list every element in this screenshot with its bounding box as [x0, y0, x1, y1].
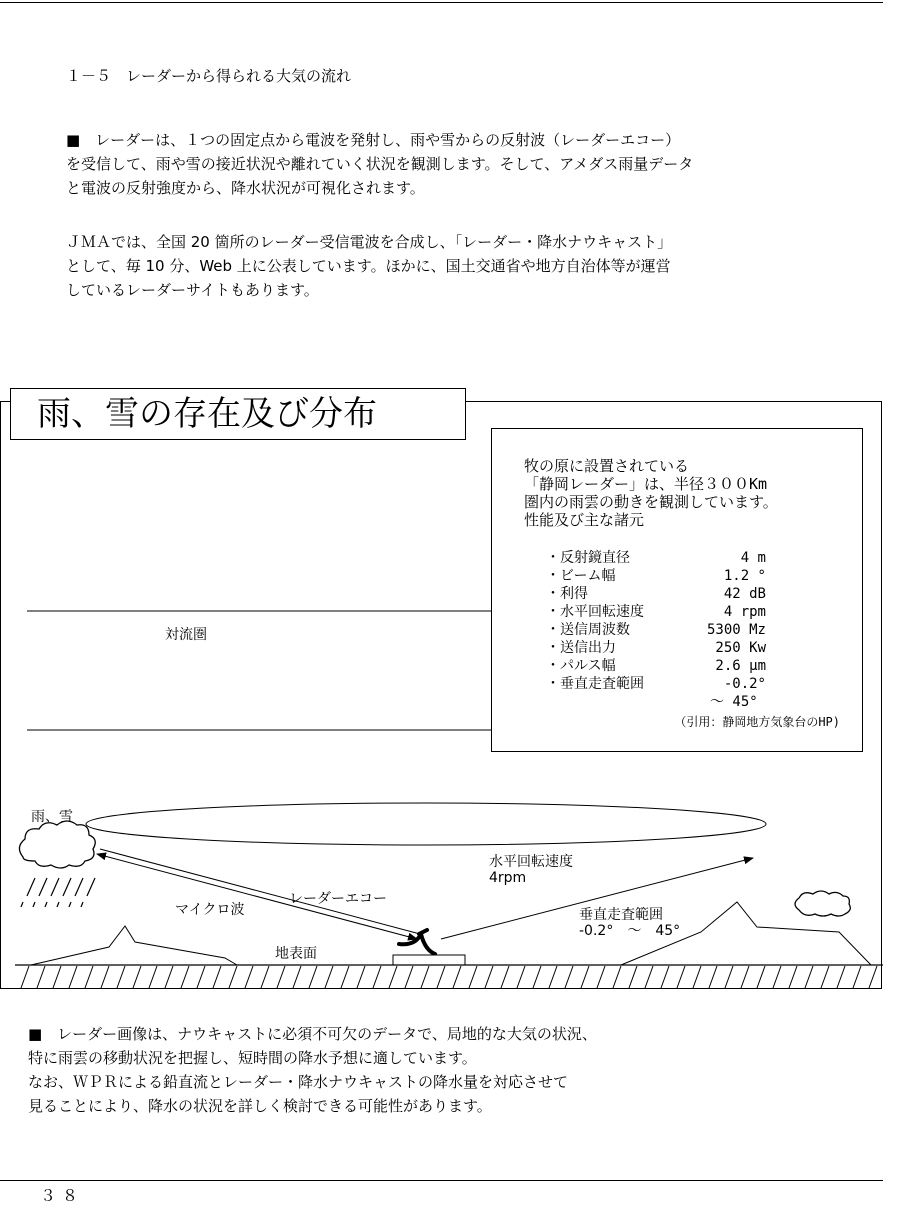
ground-hatching: [21, 966, 877, 988]
microwave-label: マイクロ波: [175, 902, 245, 918]
paragraph-line: 特に雨雲の移動状況を把握し、短時間の降水予想に適しています。: [28, 1049, 477, 1067]
rain-streaks: [21, 878, 95, 907]
jma-paragraph: [66, 230, 672, 302]
radar-spec-box: [491, 428, 863, 752]
spec-value: 4 m: [740, 550, 766, 566]
rain-snow-label: 雨、雪: [31, 809, 73, 825]
vertical-range-value: -0.2° ～ 45°: [579, 923, 681, 939]
radar-base: [393, 955, 465, 965]
spec-row: [546, 657, 766, 675]
closing-paragraph: [28, 1022, 597, 1118]
spec-label: ・送信周波数: [546, 622, 630, 638]
paragraph-line: ■ レーダーは、１つの固定点から電波を発射し、雨や雪からの反射波（レーダーエコー）: [66, 131, 681, 149]
spec-label: ・垂直走査範囲: [546, 676, 644, 692]
vertical-range-label: 垂直走査範囲: [579, 907, 663, 923]
rain-cloud-icon: [19, 821, 95, 868]
spec-value: 1.2 °: [723, 568, 766, 584]
small-cloud-icon: [795, 891, 850, 916]
spec-intro-line: 「静岡レーダー」は、半径３００Km: [524, 475, 768, 493]
radar-echo-label: レーダーエコー: [289, 891, 387, 907]
left-mountain: [31, 926, 237, 965]
horizontal-speed-label: 水平回転速度: [489, 854, 573, 870]
spec-value: -0.2°: [723, 676, 766, 692]
spec-label: ・パルス幅: [546, 658, 616, 674]
top-rule: [0, 2, 883, 3]
figure-title: 雨、雪の存在及び分布: [10, 388, 466, 440]
page-number: ３８: [40, 1186, 85, 1205]
horizontal-speed-value: 4rpm: [489, 870, 527, 886]
paragraph-line: と電波の反射強度から、降水状況が可視化されます。: [66, 179, 425, 197]
spec-row: [546, 603, 766, 621]
spec-label: ・水平回転速度: [546, 604, 644, 620]
spec-row: [546, 639, 766, 657]
intro-paragraph: [66, 128, 693, 200]
paragraph-line: として、毎 10 分、Web 上に公表しています。ほかに、国土交通省や地方自治体等が運営: [66, 257, 671, 275]
spec-value: 2.6 μm: [715, 658, 766, 674]
spec-value: 250 Kw: [715, 640, 766, 656]
spec-label: ・送信出力: [546, 640, 616, 656]
paragraph-line: ■ レーダー画像は、ナウキャストに必須不可欠のデータで、局地的な大気の状況、: [28, 1025, 597, 1043]
spec-intro-line: 圏内の雨雲の動きを観測しています。: [524, 493, 778, 511]
spec-row: [546, 585, 766, 603]
ground-surface-label: 地表面: [275, 946, 317, 962]
paragraph-line: しているレーダーサイトもあります。: [66, 281, 319, 299]
spec-row: [546, 567, 766, 585]
spec-label: ・反射鏡直径: [546, 550, 630, 566]
spec-row: [546, 621, 766, 639]
spec-intro: [524, 457, 778, 529]
spec-label: ・ビーム幅: [546, 568, 616, 584]
section-heading: １－５ レーダーから得られる大気の流れ: [66, 67, 352, 85]
scan-ellipse: [86, 803, 766, 845]
spec-row: [546, 549, 766, 567]
spec-value: 5300 Mz: [706, 622, 766, 638]
spec-label: ・利得: [546, 586, 588, 602]
spec-citation: （引用：静岡地方気象台のHP): [674, 715, 840, 729]
spec-value: 42 dB: [723, 586, 766, 602]
footer-rule: [0, 1180, 883, 1181]
troposphere-label: 対流圏: [165, 627, 207, 643]
spec-value: 4 rpm: [723, 604, 766, 620]
spec-intro-line: 性能及び主な諸元: [524, 511, 645, 529]
spec-row: [546, 675, 766, 693]
paragraph-line: 見ることにより、降水の状況を詳しく検討できる可能性があります。: [28, 1097, 492, 1115]
paragraph-line: を受信して、雨や雪の接近状況や離れていく状況を観測します。そして、アメダス雨量データ: [66, 155, 694, 173]
spec-continuation: ～ 45°: [710, 694, 758, 710]
radar-figure: [0, 394, 882, 989]
spec-intro-line: 牧の原に設置されている: [524, 457, 690, 475]
paragraph-line: なお、ＷＰＲによる鉛直流とレーダー・降水ナウキャストの降水量を対応させて: [28, 1073, 569, 1091]
paragraph-line: ＪＭＡでは、全国 20 箇所のレーダー受信電波を合成し、「レーダー・降水ナウキャスト」: [66, 233, 673, 251]
